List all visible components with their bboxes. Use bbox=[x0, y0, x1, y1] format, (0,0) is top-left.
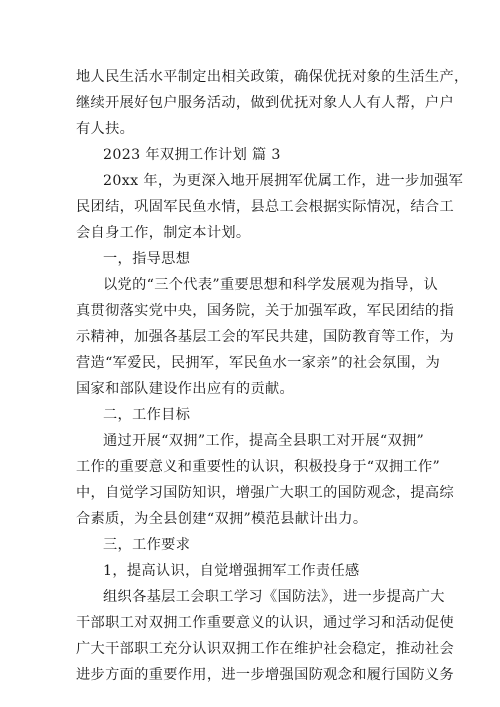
text-line: 有人扶。 bbox=[76, 121, 135, 137]
heading-guiding-ideology: 一，指导思想 bbox=[103, 251, 191, 267]
subheading-raise-awareness: 1，提高认识，自觉增强拥军工作责任感 bbox=[103, 563, 360, 579]
text-line: 中，自觉学习国防知识，增强广大职工的国防观念，提高综 bbox=[76, 485, 454, 501]
text-line: 示精神，加强各基层工会的军民共建，国防教育等工作，为 bbox=[76, 329, 454, 345]
heading-work-requirements: 三，工作要求 bbox=[103, 537, 191, 553]
heading-work-goals: 二，工作目标 bbox=[103, 407, 191, 423]
text-line: 民团结，巩固军民鱼水情，县总工会根据实际情况，结合工 bbox=[76, 199, 454, 215]
text-line: 以党的“三个代表”重要思想和科学发展观为指导，认 bbox=[103, 277, 439, 293]
text-line: 真贯彻落实党中央，国务院，关于加强军政，军民团结的指 bbox=[76, 303, 454, 319]
text-line: 合素质，为全县创建“双拥”模范县献计出力。 bbox=[76, 511, 368, 527]
text-line: 组织各基层工会职工学习《国防法》，进一步提高广大 bbox=[103, 589, 445, 605]
text-line: 广大干部职工充分认识双拥工作在维护社会稳定，推动社会 bbox=[76, 641, 454, 657]
text-line: 地人民生活水平制定出相关政策，确保优抚对象的生活生产， bbox=[76, 69, 469, 85]
text-line: 20xx 年，为更深入地开展拥军优属工作，进一步加强军 bbox=[103, 173, 464, 189]
text-line: 会自身工作，制定本计划。 bbox=[76, 225, 251, 241]
text-line: 干部职工对双拥工作重要意义的认识，通过学习和活动促使 bbox=[76, 615, 454, 631]
text-line: 通过开展“双拥”工作，提高全县职工对开展“双拥” bbox=[103, 433, 425, 449]
text-line: 国家和部队建设作出应有的贡献。 bbox=[76, 381, 295, 397]
section-title: 2023 年双拥工作计划 篇 3 bbox=[103, 147, 281, 163]
text-line: 工作的重要意义和重要性的认识，积极投身于“双拥工作” bbox=[76, 459, 441, 475]
text-line: 继续开展好包户服务活动，做到优抚对象人人有人帮，户户 bbox=[76, 95, 454, 111]
text-line: 进步方面的重要作用，进一步增强国防观念和履行国防义务 bbox=[76, 667, 454, 683]
text-line: 营造“军爱民，民拥军，军民鱼水一家亲”的社会氛围，为 bbox=[76, 355, 441, 371]
